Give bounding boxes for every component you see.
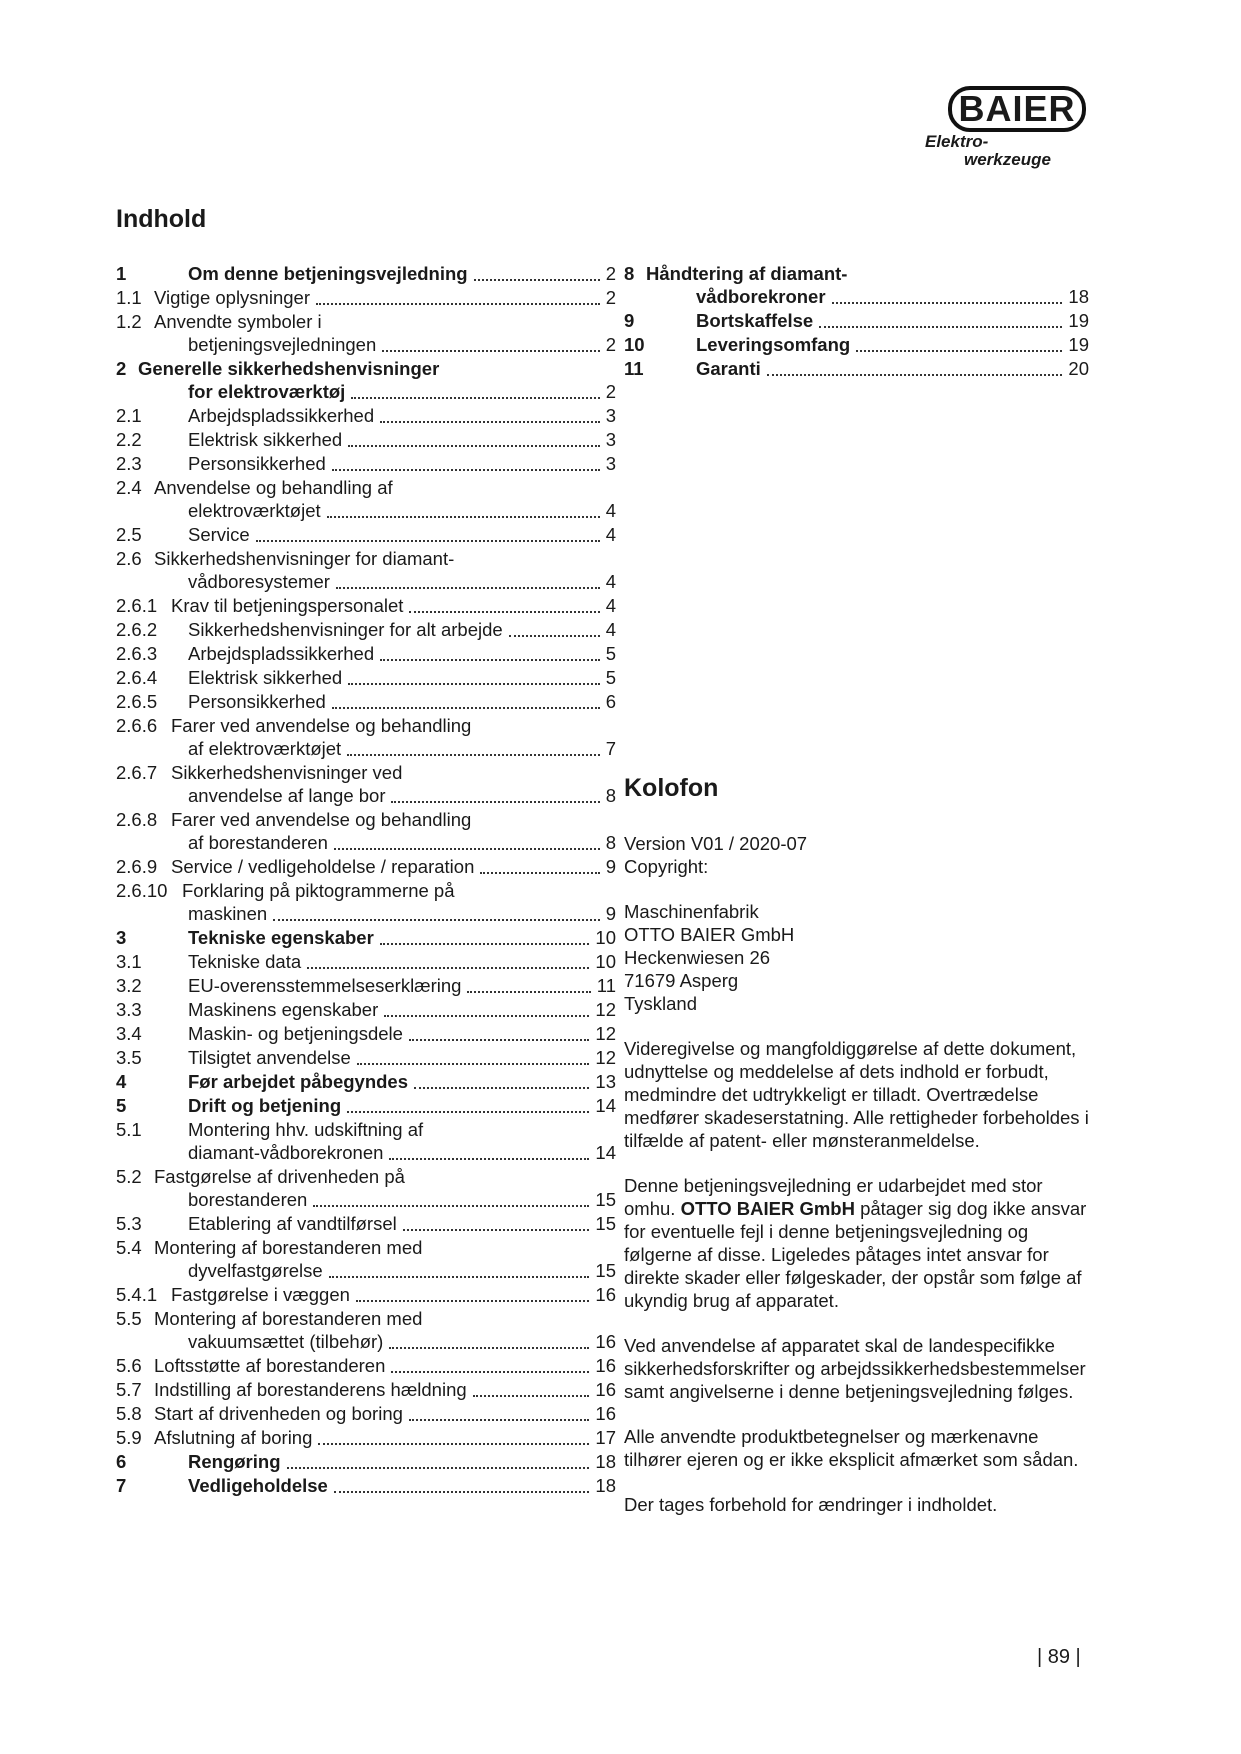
toc-entry-number: 2.1 xyxy=(116,405,142,426)
toc-leader-dots xyxy=(313,1203,589,1207)
toc-entry-number: 2.6.2 xyxy=(116,619,158,640)
toc-entry-number: 7 xyxy=(116,1475,127,1496)
toc-leader-dots xyxy=(474,277,600,281)
toc-entry-number: 5 xyxy=(116,1095,127,1116)
toc-entry-page: 7 xyxy=(605,738,616,759)
toc-entry-number: 2.6.4 xyxy=(116,667,158,688)
toc-leader-dots xyxy=(318,1441,589,1445)
toc-entry-title: Indstilling af borestanderens hældning xyxy=(154,1379,467,1400)
toc-leader-dots xyxy=(473,1393,590,1397)
toc-entry-page: 9 xyxy=(605,903,616,924)
toc-entry-number: 8 xyxy=(624,263,635,284)
toc-entry xyxy=(116,1450,616,1473)
toc-entry-number: 5.8 xyxy=(116,1403,142,1424)
toc-entry xyxy=(116,286,616,309)
toc-entry-page: 2 xyxy=(605,287,616,308)
toc-entry-page: 4 xyxy=(605,571,616,592)
toc-leader-dots xyxy=(357,1061,590,1065)
toc-leader-dots xyxy=(327,514,600,518)
toc-entry-page: 2 xyxy=(605,381,616,402)
toc-entry-page: 14 xyxy=(595,1142,616,1163)
toc-entry-title: Tekniske data xyxy=(188,951,302,972)
toc-entry-title: Vedligeholdelse xyxy=(188,1475,328,1496)
toc-entry xyxy=(116,950,616,973)
toc-entry-page: 3 xyxy=(605,405,616,426)
toc-entry-title: Håndtering af diamant- xyxy=(646,263,848,284)
toc-entry-title: Bortskaffelse xyxy=(696,310,814,331)
toc-entry-number: 10 xyxy=(624,334,645,355)
toc-entry-page: 3 xyxy=(605,429,616,450)
toc-entry-number: 5.1 xyxy=(116,1119,142,1140)
toc-entry-page: 10 xyxy=(595,927,616,948)
toc-entry-page: 8 xyxy=(605,785,616,806)
toc-entry-title-cont: maskinen xyxy=(188,903,268,924)
toc-entry xyxy=(116,1426,616,1449)
toc-entry-title-cont: vådboresystemer xyxy=(188,571,330,592)
toc-entry-title: Arbejdspladssikkerhed xyxy=(188,405,375,426)
toc-entry-number: 2.6.1 xyxy=(116,595,158,616)
toc-entry-title: Leveringsomfang xyxy=(696,334,851,355)
toc-entry-title: Service / vedligeholdelse / reparation xyxy=(171,856,475,877)
toc-leader-dots xyxy=(351,395,599,399)
toc-leader-dots xyxy=(380,657,600,661)
toc-entry-number: 3.5 xyxy=(116,1047,142,1068)
toc-entry-page: 12 xyxy=(595,1047,616,1068)
toc-leader-dots xyxy=(389,1345,589,1349)
kolofon-paragraph: Videregivelse og mangfoldiggørelse af dette dokument, udnyttelse og meddelelse af dets indhold er forbudt, medmindre det udtrykkeligt er tilladt. Overtrædelse medfører skadeserstatning. Alle rettigheder forbeholdes i tilfælde af patent- eller mønsteranmeldelse. xyxy=(624,1038,1089,1151)
toc-entry xyxy=(624,333,1089,356)
toc-entry-number: 5.7 xyxy=(116,1379,142,1400)
toc-entry xyxy=(116,1474,616,1497)
toc-entry xyxy=(116,1378,616,1401)
toc-entry-title: Generelle sikkerhedshenvisninger xyxy=(138,358,440,379)
toc-entry xyxy=(116,618,616,641)
toc-entry-number: 2.6.6 xyxy=(116,715,158,736)
toc-leader-dots xyxy=(467,989,590,993)
toc-entry-title: Arbejdspladssikkerhed xyxy=(188,643,375,664)
toc-entry-number: 6 xyxy=(116,1451,127,1472)
toc-entry-title: Sikkerhedshenvisninger ved xyxy=(171,762,403,783)
toc-entry xyxy=(116,523,616,546)
toc-entry xyxy=(116,690,616,713)
toc-entry-title: Tilsigtet anvendelse xyxy=(188,1047,351,1068)
toc-entry-title-cont: borestanderen xyxy=(188,1189,308,1210)
toc-entry-number: 3 xyxy=(116,927,127,948)
address-line: Heckenwiesen 26 xyxy=(624,947,771,968)
address-line: Tyskland xyxy=(624,993,698,1014)
toc-entry-title-cont: vådborekroner xyxy=(696,286,826,307)
toc-entry xyxy=(116,714,616,760)
toc-entry-page: 2 xyxy=(605,263,616,284)
toc-entry-number: 9 xyxy=(624,310,635,331)
toc-entry xyxy=(116,974,616,997)
toc-entry xyxy=(116,547,616,593)
toc-entry-number: 3.2 xyxy=(116,975,142,996)
toc-entry xyxy=(116,1307,616,1353)
toc-entry-title: Maskinens egenskaber xyxy=(188,999,379,1020)
toc-leader-dots xyxy=(380,941,590,945)
toc-entry-page: 8 xyxy=(605,832,616,853)
toc-entry-page: 12 xyxy=(595,1023,616,1044)
kolofon-paragraph: Ved anvendelse af apparatet skal de landespecifikke sikkerhedsforskrifter og arbejdssikkerhedsbestemmelser samt angivelserne i denne betjeningsvejledning følges. xyxy=(624,1335,1086,1402)
toc-entry-number: 2.6.8 xyxy=(116,809,158,830)
toc-leader-dots xyxy=(348,443,599,447)
toc-entry-number: 5.2 xyxy=(116,1166,142,1187)
toc-entry-page: 3 xyxy=(605,453,616,474)
toc-entry xyxy=(116,1283,616,1306)
toc-entry-page: 2 xyxy=(605,334,616,355)
toc-leader-dots xyxy=(256,538,600,542)
toc-entry-page: 14 xyxy=(595,1095,616,1116)
toc-entry-page: 5 xyxy=(605,667,616,688)
toc-entry-number: 2 xyxy=(116,358,127,379)
toc-leader-dots xyxy=(409,1417,590,1421)
toc-leader-dots xyxy=(480,870,599,874)
toc-entry-title-cont: elektroværktøjet xyxy=(188,500,321,521)
toc-heading: Indhold xyxy=(116,205,207,233)
toc-entry xyxy=(116,1118,616,1164)
toc-entry-title: Om denne betjeningsvejledning xyxy=(188,263,468,284)
toc-entry-number: 1.2 xyxy=(116,311,142,332)
toc-entry-number: 3.1 xyxy=(116,951,142,972)
toc-entry-number: 2.6.9 xyxy=(116,856,158,877)
toc-entry xyxy=(116,808,616,854)
toc-entry xyxy=(624,309,1089,332)
toc-entry xyxy=(116,761,616,807)
toc-entry xyxy=(116,879,616,925)
toc-entry-number: 2.6.5 xyxy=(116,691,158,712)
toc-entry-title: Fastgørelse i væggen xyxy=(171,1284,350,1305)
toc-entry xyxy=(116,1070,616,1093)
toc-leader-dots xyxy=(356,1298,590,1302)
toc-entry-title: Elektrisk sikkerhed xyxy=(188,667,343,688)
toc-entry xyxy=(116,428,616,451)
toc-entry-title: Sikkerhedshenvisninger for diamant- xyxy=(154,548,455,569)
toc-entry xyxy=(116,1212,616,1235)
toc-entry-title: Rengøring xyxy=(188,1451,281,1472)
toc-entry-page: 15 xyxy=(595,1260,616,1281)
toc-leader-dots xyxy=(348,681,599,685)
toc-entry xyxy=(116,452,616,475)
toc-entry xyxy=(116,1402,616,1425)
toc-leader-dots xyxy=(329,1274,590,1278)
company-name: OTTO BAIER GmbH xyxy=(680,1198,855,1219)
toc-entry-title-cont: betjeningsvejledningen xyxy=(188,334,377,355)
toc-entry-page: 15 xyxy=(595,1189,616,1210)
kolofon-version: Version V01 / 2020-07 xyxy=(624,833,808,854)
address-line: 71679 Asperg xyxy=(624,970,739,991)
toc-entry-title: Elektrisk sikkerhed xyxy=(188,429,343,450)
toc-entry-title-cont: dyvelfastgørelse xyxy=(188,1260,323,1281)
toc-entry-number: 2.6.7 xyxy=(116,762,158,783)
toc-entry-title: Vigtige oplysninger xyxy=(154,287,310,308)
toc-leader-dots xyxy=(287,1465,590,1469)
toc-leader-dots xyxy=(389,1156,589,1160)
toc-entry-title: Afslutning af boring xyxy=(154,1427,313,1448)
toc-entry-title: Fastgørelse af drivenheden på xyxy=(154,1166,405,1187)
toc-entry-page: 10 xyxy=(595,951,616,972)
toc-entry-number: 5.3 xyxy=(116,1213,142,1234)
baier-logo xyxy=(920,86,1090,176)
toc-entry-number: 5.6 xyxy=(116,1355,142,1376)
toc-leader-dots xyxy=(336,585,600,589)
toc-leader-dots xyxy=(307,965,589,969)
toc-entry xyxy=(116,642,616,665)
toc-leader-dots xyxy=(819,324,1062,328)
toc-leader-dots xyxy=(334,1489,590,1493)
toc-entry-title: Montering af borestanderen med xyxy=(154,1308,423,1329)
toc-entry-number: 2.3 xyxy=(116,453,142,474)
toc-entry-title: Etablering af vandtilførsel xyxy=(188,1213,397,1234)
toc-entry-title: EU-overensstemmelseserklæring xyxy=(188,975,462,996)
toc-entry-page: 15 xyxy=(595,1213,616,1234)
toc-leader-dots xyxy=(384,1013,589,1017)
toc-entry-title-cont: diamant-vådborekronen xyxy=(188,1142,384,1163)
toc-entry-page: 17 xyxy=(595,1427,616,1448)
toc-entry-page: 16 xyxy=(595,1331,616,1352)
toc-entry-number: 5.9 xyxy=(116,1427,142,1448)
toc-entry-title: Service xyxy=(188,524,250,545)
toc-entry-page: 4 xyxy=(605,595,616,616)
toc-entry-title: Tekniske egenskaber xyxy=(188,927,374,948)
toc-leader-dots xyxy=(332,467,600,471)
kolofon-text: Denne betjeningsvejledning er udarbejdet med stor omhu. xyxy=(624,1175,1043,1219)
toc-leader-dots xyxy=(316,301,600,305)
toc-entry xyxy=(116,357,616,403)
toc-leader-dots xyxy=(832,300,1063,304)
toc-leader-dots xyxy=(403,1227,590,1231)
toc-entry xyxy=(116,1354,616,1377)
toc-entry xyxy=(116,1094,616,1117)
toc-entry-page: 16 xyxy=(595,1403,616,1424)
kolofon-paragraph: Der tages forbehold for ændringer i indholdet. xyxy=(624,1494,998,1515)
toc-entry-title: Farer ved anvendelse og behandling xyxy=(171,809,472,830)
toc-leader-dots xyxy=(334,846,600,850)
logo-wordmark: BAIER xyxy=(948,86,1086,132)
toc-entry-number: 1.1 xyxy=(116,287,142,308)
toc-entry-title-cont: for elektroværktøj xyxy=(188,381,346,402)
toc-right-column xyxy=(624,262,1089,381)
toc-entry-title-cont: anvendelse af lange bor xyxy=(188,785,386,806)
address-line: OTTO BAIER GmbH xyxy=(624,924,795,945)
toc-entry xyxy=(116,310,616,356)
toc-leader-dots xyxy=(273,917,600,921)
toc-entry-page: 5 xyxy=(605,643,616,664)
toc-entry-title: Forklaring på piktogrammerne på xyxy=(182,880,455,901)
toc-entry-title: Før arbejdet påbegyndes xyxy=(188,1071,408,1092)
toc-entry xyxy=(116,1165,616,1211)
toc-entry-number: 2.4 xyxy=(116,477,142,498)
toc-entry-page: 20 xyxy=(1068,358,1089,379)
toc-entry xyxy=(116,666,616,689)
toc-entry-title-cont: af borestanderen xyxy=(188,832,328,853)
logo-subtitle-1: Elektro- xyxy=(925,132,989,151)
toc-entry-page: 4 xyxy=(605,524,616,545)
toc-leader-dots xyxy=(767,372,1063,376)
toc-leader-dots xyxy=(856,348,1062,352)
toc-entry-page: 16 xyxy=(595,1379,616,1400)
toc-entry-title: Garanti xyxy=(696,358,761,379)
toc-entry-title: Anvendelse og behandling af xyxy=(154,477,393,498)
toc-leader-dots xyxy=(382,348,599,352)
toc-entry xyxy=(116,1046,616,1069)
toc-entry-title: Farer ved anvendelse og behandling xyxy=(171,715,472,736)
kolofon-heading: Kolofon xyxy=(624,774,719,802)
toc-entry-number: 5.4.1 xyxy=(116,1284,158,1305)
toc-entry-page: 4 xyxy=(605,500,616,521)
page-number: | 89 | xyxy=(1037,1646,1081,1668)
toc-entry-title: Maskin- og betjeningsdele xyxy=(188,1023,403,1044)
toc-entry-page: 9 xyxy=(605,856,616,877)
toc-entry-page: 12 xyxy=(595,999,616,1020)
kolofon-section xyxy=(624,832,1094,1538)
toc-entry-title: Montering af borestanderen med xyxy=(154,1237,423,1258)
toc-entry-number: 11 xyxy=(624,358,644,379)
toc-entry-page: 16 xyxy=(595,1355,616,1376)
toc-entry-page: 18 xyxy=(595,1451,616,1472)
toc-entry-number: 3.3 xyxy=(116,999,142,1020)
toc-entry-title: Personsikkerhed xyxy=(188,453,326,474)
toc-entry-number: 2.6.3 xyxy=(116,643,158,664)
toc-entry-number: 5.4 xyxy=(116,1237,142,1258)
toc-entry-number: 5.5 xyxy=(116,1308,142,1329)
toc-entry-page: 11 xyxy=(596,975,616,996)
logo-subtitle-2: werkzeuge xyxy=(964,150,1051,169)
toc-entry-page: 13 xyxy=(595,1071,616,1092)
toc-entry-number: 2.6 xyxy=(116,548,142,569)
kolofon-paragraph: Alle anvendte produktbetegnelser og mærkenavne tilhører ejeren og er ikke eksplicit afmærket som sådan. xyxy=(624,1426,1079,1470)
toc-entry-title: Loftsstøtte af borestanderen xyxy=(154,1355,386,1376)
kolofon-copyright: Copyright: xyxy=(624,856,709,877)
toc-entry xyxy=(116,262,616,285)
address-line: Maschinenfabrik xyxy=(624,901,759,922)
toc-entry xyxy=(116,1236,616,1282)
toc-entry-page: 6 xyxy=(605,691,616,712)
toc-leader-dots xyxy=(347,1109,589,1113)
toc-entry-number: 4 xyxy=(116,1071,127,1092)
toc-entry-number: 2.5 xyxy=(116,524,142,545)
toc-entry-title-cont: vakuumsættet (tilbehør) xyxy=(188,1331,384,1352)
toc-entry-title: Start af drivenheden og boring xyxy=(154,1403,403,1424)
toc-entry xyxy=(116,476,616,522)
toc-left-column xyxy=(116,262,616,1498)
toc-entry xyxy=(624,357,1089,380)
toc-entry-page: 18 xyxy=(1068,286,1089,307)
toc-leader-dots xyxy=(347,752,600,756)
toc-entry-title: Montering hhv. udskiftning af xyxy=(188,1119,424,1140)
toc-leader-dots xyxy=(509,633,600,637)
toc-entry-number: 2.2 xyxy=(116,429,142,450)
toc-leader-dots xyxy=(332,705,600,709)
toc-entry xyxy=(116,998,616,1021)
toc-entry-page: 18 xyxy=(595,1475,616,1496)
toc-entry-title: Sikkerhedshenvisninger for alt arbejde xyxy=(188,619,503,640)
toc-entry xyxy=(116,855,616,878)
toc-entry-page: 19 xyxy=(1068,334,1089,355)
toc-entry-page: 4 xyxy=(605,619,616,640)
toc-entry xyxy=(116,594,616,617)
toc-entry-title: Drift og betjening xyxy=(188,1095,342,1116)
kolofon-text: påtager sig dog ikke ansvar for eventuelle fejl i denne betjeningsvejledning og følgerne af disse. Ligeledes påtages intet ansvar for direkte skader eller følgeskader, der opstår som følge af ukyndig brug af apparatet. xyxy=(624,1198,1087,1311)
toc-leader-dots xyxy=(414,1085,589,1089)
toc-entry-title: Anvendte symboler i xyxy=(154,311,322,332)
toc-leader-dots xyxy=(409,1037,589,1041)
toc-entry-number: 1 xyxy=(116,263,127,284)
toc-entry-page: 16 xyxy=(595,1284,616,1305)
toc-entry-page: 19 xyxy=(1068,310,1089,331)
toc-leader-dots xyxy=(391,799,599,803)
toc-entry-number: 3.4 xyxy=(116,1023,142,1044)
toc-leader-dots xyxy=(380,419,600,423)
toc-entry-title-cont: af elektroværktøjet xyxy=(188,738,342,759)
toc-entry xyxy=(624,262,1089,308)
toc-entry-title: Krav til betjeningspersonalet xyxy=(171,595,404,616)
kolofon-paragraph xyxy=(624,1174,1094,1312)
toc-leader-dots xyxy=(409,609,599,613)
toc-leader-dots xyxy=(391,1369,589,1373)
toc-entry xyxy=(116,926,616,949)
toc-entry-number: 2.6.10 xyxy=(116,880,168,901)
toc-entry xyxy=(116,1022,616,1045)
toc-entry xyxy=(116,404,616,427)
toc-entry-title: Personsikkerhed xyxy=(188,691,326,712)
